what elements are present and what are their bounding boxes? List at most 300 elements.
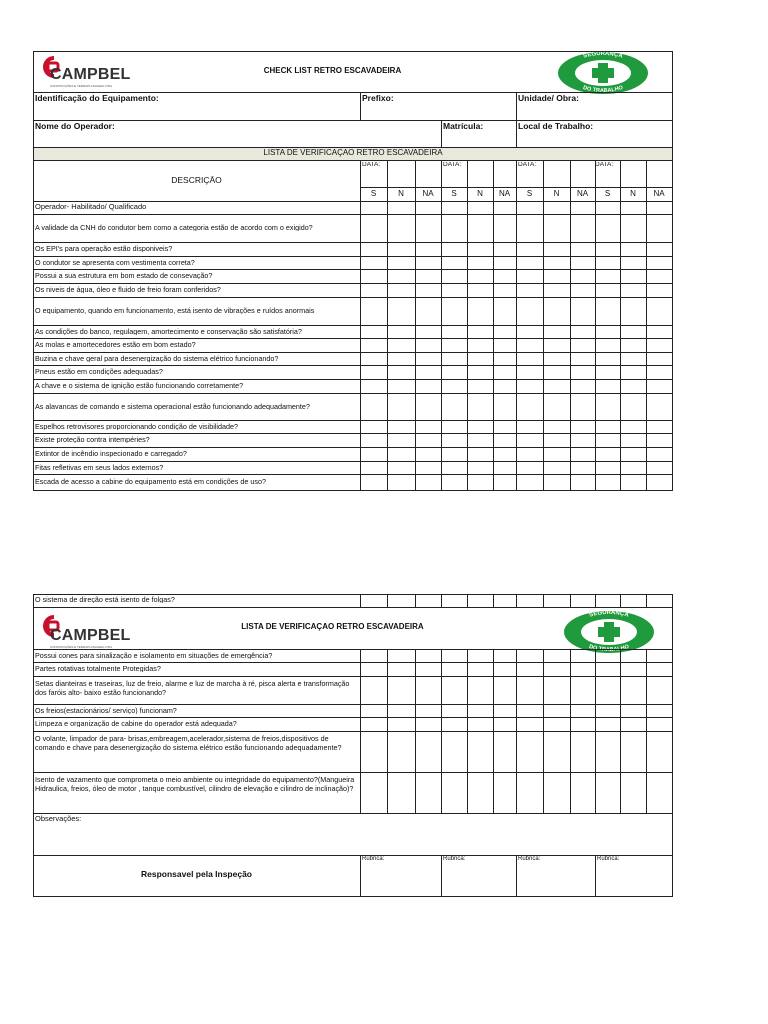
check-cell[interactable]	[544, 773, 569, 812]
check-cell[interactable]	[442, 298, 466, 324]
check-cell[interactable]	[571, 475, 594, 489]
check-cell[interactable]	[647, 650, 671, 661]
check-cell[interactable]	[621, 243, 645, 255]
check-cell[interactable]	[494, 215, 515, 241]
check-cell[interactable]	[517, 705, 542, 716]
check-cell[interactable]	[468, 732, 492, 771]
check-cell[interactable]	[361, 243, 386, 255]
check-cell[interactable]	[517, 353, 542, 364]
check-cell[interactable]	[571, 434, 594, 446]
col-label: NA	[653, 190, 665, 198]
check-cell[interactable]	[571, 366, 594, 378]
check-cell[interactable]	[442, 773, 466, 812]
check-cell[interactable]	[571, 773, 594, 812]
check-cell[interactable]	[596, 326, 619, 337]
check-cell[interactable]	[596, 243, 619, 255]
check-cell[interactable]	[571, 380, 594, 392]
check-cell[interactable]	[571, 732, 594, 771]
check-cell[interactable]	[494, 339, 515, 351]
check-cell[interactable]	[596, 718, 619, 730]
check-cell[interactable]	[442, 243, 466, 255]
check-cell[interactable]	[517, 773, 542, 812]
check-cell[interactable]	[571, 677, 594, 703]
check-cell[interactable]	[361, 394, 386, 419]
check-cell[interactable]	[416, 339, 440, 351]
check-cell[interactable]	[517, 732, 542, 771]
check-cell[interactable]	[571, 353, 594, 364]
check-cell[interactable]	[621, 448, 645, 460]
check-cell[interactable]	[494, 394, 515, 419]
check-cell[interactable]	[544, 394, 569, 419]
check-cell[interactable]	[596, 462, 619, 473]
check-cell[interactable]	[596, 434, 619, 446]
check-cell[interactable]	[571, 257, 594, 268]
check-cell[interactable]	[468, 298, 492, 324]
check-cell[interactable]	[517, 339, 542, 351]
check-cell[interactable]	[517, 475, 542, 489]
check-cell[interactable]	[361, 326, 386, 337]
check-cell[interactable]	[647, 215, 671, 241]
check-cell[interactable]	[361, 284, 386, 296]
check-cell[interactable]	[517, 380, 542, 392]
check-cell[interactable]	[647, 270, 671, 282]
check-cell[interactable]	[647, 475, 671, 489]
check-cell[interactable]	[361, 650, 386, 661]
check-cell[interactable]	[361, 677, 386, 703]
check-cell[interactable]	[571, 298, 594, 324]
check-cell[interactable]	[442, 215, 466, 241]
check-cell[interactable]	[621, 284, 645, 296]
check-cell[interactable]	[544, 475, 569, 489]
check-cell[interactable]	[468, 243, 492, 255]
check-cell[interactable]	[621, 773, 645, 812]
check-cell[interactable]	[621, 366, 645, 378]
check-cell[interactable]	[647, 284, 671, 296]
check-cell[interactable]	[596, 380, 619, 392]
check-cell[interactable]	[647, 677, 671, 703]
check-cell[interactable]	[361, 298, 386, 324]
check-cell[interactable]	[621, 353, 645, 364]
check-cell[interactable]	[647, 663, 671, 675]
check-cell[interactable]	[647, 353, 671, 364]
check-cell[interactable]	[388, 650, 414, 661]
check-cell[interactable]	[596, 353, 619, 364]
check-cell[interactable]	[494, 705, 515, 716]
check-cell[interactable]	[596, 663, 619, 675]
check-cell[interactable]	[494, 243, 515, 255]
check-cell[interactable]	[544, 462, 569, 473]
check-cell[interactable]	[517, 243, 542, 255]
check-cell[interactable]	[388, 243, 414, 255]
check-cell[interactable]	[571, 421, 594, 432]
check-cell[interactable]	[468, 773, 492, 812]
check-cell[interactable]	[468, 326, 492, 337]
check-cell[interactable]	[361, 421, 386, 432]
check-cell[interactable]	[388, 257, 414, 268]
check-cell[interactable]	[416, 475, 440, 489]
check-cell[interactable]	[416, 284, 440, 296]
check-cell[interactable]	[361, 270, 386, 282]
check-cell[interactable]	[468, 462, 492, 473]
check-cell[interactable]	[517, 298, 542, 324]
check-cell[interactable]	[494, 298, 515, 324]
check-cell[interactable]	[388, 339, 414, 351]
check-cell[interactable]	[442, 475, 466, 489]
check-cell[interactable]	[544, 380, 569, 392]
check-cell[interactable]	[361, 448, 386, 460]
col-label: S	[370, 190, 377, 198]
check-cell[interactable]	[388, 215, 414, 241]
check-cell[interactable]	[517, 448, 542, 460]
check-cell[interactable]	[544, 677, 569, 703]
check-cell[interactable]	[571, 448, 594, 460]
check-cell[interactable]	[468, 677, 492, 703]
check-cell[interactable]	[571, 339, 594, 351]
check-cell[interactable]	[442, 284, 466, 296]
check-cell[interactable]	[517, 215, 542, 241]
check-cell[interactable]	[494, 773, 515, 812]
check-cell[interactable]	[596, 448, 619, 460]
check-cell[interactable]	[647, 326, 671, 337]
check-cell[interactable]	[388, 475, 414, 489]
check-cell[interactable]	[416, 718, 440, 730]
check-cell[interactable]	[647, 298, 671, 324]
check-cell[interactable]	[544, 366, 569, 378]
check-cell[interactable]	[416, 243, 440, 255]
check-cell[interactable]	[468, 257, 492, 268]
check-cell[interactable]	[596, 366, 619, 378]
check-cell[interactable]	[388, 434, 414, 446]
check-cell[interactable]	[416, 353, 440, 364]
check-cell[interactable]	[494, 434, 515, 446]
check-cell[interactable]	[442, 339, 466, 351]
check-cell[interactable]	[621, 257, 645, 268]
check-cell[interactable]	[388, 663, 414, 675]
check-cell[interactable]	[621, 270, 645, 282]
check-cell[interactable]	[468, 339, 492, 351]
check-cell[interactable]	[571, 284, 594, 296]
check-cell[interactable]	[647, 732, 671, 771]
check-cell[interactable]	[571, 326, 594, 337]
check-cell[interactable]	[388, 353, 414, 364]
check-cell[interactable]	[544, 243, 569, 255]
check-cell[interactable]	[596, 339, 619, 351]
check-cell[interactable]	[494, 326, 515, 337]
check-cell[interactable]	[361, 705, 386, 716]
check-cell[interactable]	[517, 270, 542, 282]
check-cell[interactable]	[416, 215, 440, 241]
check-cell[interactable]	[442, 270, 466, 282]
check-cell[interactable]	[517, 462, 542, 473]
check-cell[interactable]	[544, 705, 569, 716]
check-cell[interactable]	[621, 215, 645, 241]
check-cell[interactable]	[388, 705, 414, 716]
check-cell[interactable]	[647, 339, 671, 351]
check-cell[interactable]	[468, 270, 492, 282]
check-cell[interactable]	[416, 650, 440, 661]
check-cell[interactable]	[494, 257, 515, 268]
check-cell[interactable]	[468, 448, 492, 460]
check-cell[interactable]	[494, 353, 515, 364]
check-cell[interactable]	[388, 448, 414, 460]
check-cell[interactable]	[388, 298, 414, 324]
check-cell[interactable]	[494, 475, 515, 489]
check-cell[interactable]	[571, 243, 594, 255]
check-cell[interactable]	[517, 326, 542, 337]
check-cell[interactable]	[544, 732, 569, 771]
check-cell[interactable]	[361, 257, 386, 268]
check-cell[interactable]	[494, 677, 515, 703]
check-cell[interactable]	[416, 773, 440, 812]
check-cell[interactable]	[494, 718, 515, 730]
check-cell[interactable]	[494, 462, 515, 473]
check-cell[interactable]	[361, 353, 386, 364]
check-cell[interactable]	[442, 366, 466, 378]
check-cell[interactable]	[361, 773, 386, 812]
check-cell[interactable]	[621, 718, 645, 730]
check-cell[interactable]	[544, 339, 569, 351]
col-label: N	[630, 190, 636, 198]
check-cell[interactable]	[571, 394, 594, 419]
check-cell[interactable]	[442, 394, 466, 419]
check-cell[interactable]	[494, 663, 515, 675]
check-cell[interactable]	[621, 650, 645, 661]
checklist-item: A validade da CNH do condutor bem como a categoria estão de acordo com o exigido?	[35, 224, 313, 232]
check-cell[interactable]	[361, 215, 386, 241]
check-cell[interactable]	[468, 475, 492, 489]
check-cell[interactable]	[544, 663, 569, 675]
check-cell[interactable]	[361, 339, 386, 351]
check-cell[interactable]	[442, 732, 466, 771]
check-cell[interactable]	[596, 773, 619, 812]
check-cell[interactable]	[416, 448, 440, 460]
check-cell[interactable]	[621, 380, 645, 392]
check-cell[interactable]	[596, 215, 619, 241]
check-cell[interactable]	[416, 366, 440, 378]
check-cell[interactable]	[544, 718, 569, 730]
check-cell[interactable]	[442, 434, 466, 446]
check-cell[interactable]	[494, 650, 515, 661]
logo-name: CAMPBEL	[50, 66, 131, 83]
check-cell[interactable]	[468, 718, 492, 730]
check-cell[interactable]	[596, 394, 619, 419]
check-cell[interactable]	[468, 650, 492, 661]
check-cell[interactable]	[442, 353, 466, 364]
check-cell[interactable]	[388, 677, 414, 703]
check-cell[interactable]	[468, 394, 492, 419]
check-cell[interactable]	[571, 663, 594, 675]
check-cell[interactable]	[388, 284, 414, 296]
check-cell[interactable]	[416, 434, 440, 446]
check-cell[interactable]	[494, 270, 515, 282]
check-cell[interactable]	[517, 718, 542, 730]
check-cell[interactable]	[596, 421, 619, 432]
check-cell[interactable]	[647, 448, 671, 460]
check-cell[interactable]	[621, 475, 645, 489]
check-cell[interactable]	[468, 380, 492, 392]
check-cell[interactable]	[621, 434, 645, 446]
check-cell[interactable]	[388, 773, 414, 812]
check-cell[interactable]	[361, 718, 386, 730]
check-cell[interactable]	[621, 421, 645, 432]
check-cell[interactable]	[571, 650, 594, 661]
check-cell[interactable]	[494, 732, 515, 771]
check-cell[interactable]	[388, 421, 414, 432]
check-cell[interactable]	[442, 718, 466, 730]
check-cell[interactable]	[388, 326, 414, 337]
check-cell[interactable]	[571, 462, 594, 473]
check-cell[interactable]	[544, 650, 569, 661]
check-cell[interactable]	[468, 284, 492, 296]
checklist-item: Pneus estão em condições adequadas?	[35, 368, 163, 376]
check-cell[interactable]	[388, 732, 414, 771]
check-cell[interactable]	[647, 380, 671, 392]
check-cell[interactable]	[388, 462, 414, 473]
check-cell[interactable]	[596, 284, 619, 296]
check-cell[interactable]	[517, 434, 542, 446]
check-cell[interactable]	[416, 380, 440, 392]
check-cell[interactable]	[596, 475, 619, 489]
check-cell[interactable]	[416, 677, 440, 703]
check-cell[interactable]	[416, 705, 440, 716]
check-cell[interactable]	[544, 353, 569, 364]
check-cell[interactable]	[494, 366, 515, 378]
check-cell[interactable]	[416, 326, 440, 337]
check-cell[interactable]	[621, 394, 645, 419]
check-cell[interactable]	[596, 732, 619, 771]
check-cell[interactable]	[388, 718, 414, 730]
check-cell[interactable]	[361, 462, 386, 473]
check-cell[interactable]	[416, 270, 440, 282]
check-cell[interactable]	[517, 421, 542, 432]
check-cell[interactable]	[442, 663, 466, 675]
check-cell[interactable]	[621, 462, 645, 473]
check-cell[interactable]	[571, 270, 594, 282]
check-cell[interactable]	[647, 705, 671, 716]
check-cell[interactable]	[442, 462, 466, 473]
check-cell[interactable]	[388, 380, 414, 392]
check-cell[interactable]	[647, 394, 671, 419]
check-cell[interactable]	[647, 773, 671, 812]
check-cell[interactable]	[361, 366, 386, 378]
check-cell[interactable]	[647, 462, 671, 473]
check-cell[interactable]	[517, 257, 542, 268]
check-cell[interactable]	[596, 650, 619, 661]
check-cell[interactable]	[494, 380, 515, 392]
check-cell[interactable]	[544, 270, 569, 282]
check-cell[interactable]	[442, 677, 466, 703]
check-cell[interactable]	[361, 732, 386, 771]
check-cell[interactable]	[621, 677, 645, 703]
check-cell[interactable]	[388, 366, 414, 378]
check-cell[interactable]	[544, 448, 569, 460]
check-cell[interactable]	[544, 215, 569, 241]
check-cell[interactable]	[517, 394, 542, 419]
check-cell[interactable]	[494, 448, 515, 460]
check-cell[interactable]	[544, 421, 569, 432]
checklist-item: Os freios(estacionários/ serviço) funcionam?	[35, 706, 177, 714]
checklist-item: Possui cones para sinalização e isolamento em situações de emergência?	[35, 651, 273, 659]
check-cell[interactable]	[468, 434, 492, 446]
check-cell[interactable]	[544, 298, 569, 324]
check-cell[interactable]	[468, 421, 492, 432]
check-cell[interactable]	[416, 732, 440, 771]
check-cell[interactable]	[647, 243, 671, 255]
check-cell[interactable]	[544, 434, 569, 446]
check-cell[interactable]	[468, 215, 492, 241]
check-cell[interactable]	[647, 257, 671, 268]
check-cell[interactable]	[442, 421, 466, 432]
check-cell[interactable]	[388, 270, 414, 282]
check-cell[interactable]	[361, 475, 386, 489]
check-cell[interactable]	[361, 434, 386, 446]
check-cell[interactable]	[621, 705, 645, 716]
check-cell[interactable]	[442, 650, 466, 661]
check-cell[interactable]	[442, 380, 466, 392]
checklist-item: As molas e amortecedores estão em bom estado?	[35, 341, 196, 349]
checklist-item: A chave e o sistema de ignição estão funcionando corretamente?	[35, 382, 244, 390]
check-cell[interactable]	[621, 663, 645, 675]
check-cell[interactable]	[517, 650, 542, 661]
check-cell[interactable]	[416, 663, 440, 675]
check-cell[interactable]	[596, 705, 619, 716]
check-cell[interactable]	[647, 718, 671, 730]
check-cell[interactable]	[571, 718, 594, 730]
check-cell[interactable]	[544, 257, 569, 268]
check-cell[interactable]	[621, 326, 645, 337]
check-cell[interactable]	[596, 270, 619, 282]
check-cell[interactable]	[571, 705, 594, 716]
check-cell[interactable]	[647, 434, 671, 446]
check-cell[interactable]	[647, 421, 671, 432]
check-cell[interactable]	[621, 339, 645, 351]
check-cell[interactable]	[442, 448, 466, 460]
check-cell[interactable]	[468, 663, 492, 675]
check-cell[interactable]	[468, 705, 492, 716]
check-cell[interactable]	[416, 298, 440, 324]
check-cell[interactable]	[361, 663, 386, 675]
check-cell[interactable]	[416, 421, 440, 432]
check-cell[interactable]	[442, 705, 466, 716]
check-cell[interactable]	[544, 326, 569, 337]
check-cell[interactable]	[517, 284, 542, 296]
check-cell[interactable]	[647, 366, 671, 378]
check-cell[interactable]	[442, 257, 466, 268]
check-cell[interactable]	[571, 215, 594, 241]
check-cell[interactable]	[416, 462, 440, 473]
check-cell[interactable]	[517, 677, 542, 703]
check-cell[interactable]	[361, 380, 386, 392]
check-cell[interactable]	[596, 257, 619, 268]
check-cell[interactable]	[494, 284, 515, 296]
check-cell[interactable]	[517, 366, 542, 378]
check-cell[interactable]	[388, 394, 414, 419]
check-cell[interactable]	[468, 353, 492, 364]
check-cell[interactable]	[596, 298, 619, 324]
observations-label: Observações:	[35, 815, 82, 823]
checklist-item: Os niveis de água, óleo e fluido de freio foram conferidos?	[35, 286, 221, 294]
check-cell[interactable]	[544, 284, 569, 296]
check-cell[interactable]	[494, 421, 515, 432]
check-cell[interactable]	[517, 663, 542, 675]
check-cell[interactable]	[621, 298, 645, 324]
check-cell[interactable]	[596, 677, 619, 703]
check-cell[interactable]	[442, 326, 466, 337]
check-cell[interactable]	[416, 257, 440, 268]
check-cell[interactable]	[468, 366, 492, 378]
check-cell[interactable]	[621, 732, 645, 771]
check-cell[interactable]	[416, 394, 440, 419]
